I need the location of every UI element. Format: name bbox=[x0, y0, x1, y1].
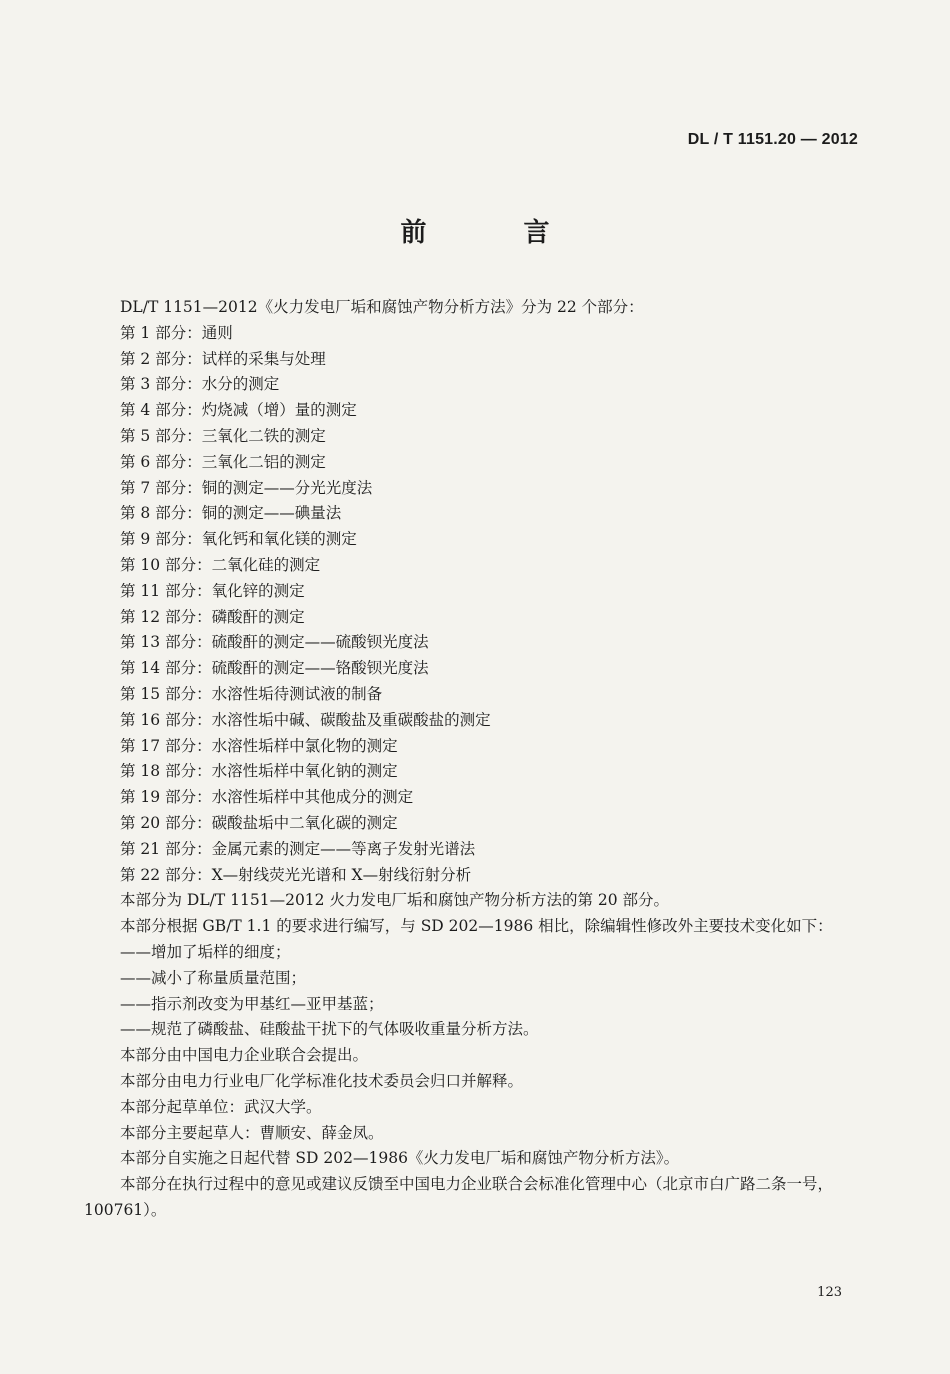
part-item: 第 10 部分：二氧化硅的测定 bbox=[120, 555, 321, 574]
part-item: 第 21 部分：金属元素的测定——等离子发射光谱法 bbox=[120, 839, 476, 858]
part-item: 第 11 部分：氧化锌的测定 bbox=[120, 581, 305, 600]
change-item: ——减小了称量质量范围； bbox=[120, 968, 307, 987]
change-item: ——指示剂改变为甲基红—亚甲基蓝； bbox=[120, 994, 384, 1013]
part-item: 第 22 部分：X—射线荧光光谱和 X—射线衍射分析 bbox=[120, 865, 472, 884]
page-number: 123 bbox=[817, 1285, 842, 1300]
part-item: 第 5 部分：三氧化二铁的测定 bbox=[120, 426, 326, 445]
part-item: 第 18 部分：水溶性垢样中氧化钠的测定 bbox=[120, 762, 398, 781]
part-item: 第 1 部分：通则 bbox=[120, 323, 233, 342]
intro-paragraph: DL/T 1151—2012《火力发电厂垢和腐蚀产物分析方法》分为 22 个部分： bbox=[120, 298, 644, 316]
part-item: 第 4 部分：灼烧减（增）量的测定 bbox=[120, 401, 357, 420]
drafters-paragraph: 本部分主要起草人：曹顺安、薛金凤。 bbox=[120, 1123, 384, 1142]
part-item: 第 14 部分：硫酸酐的测定——铬酸钡光度法 bbox=[120, 659, 429, 678]
part-item: 第 19 部分：水溶性垢样中其他成分的测定 bbox=[120, 788, 414, 807]
part-item: 第 6 部分：三氧化二铝的测定 bbox=[120, 452, 326, 471]
foreword-body bbox=[84, 295, 860, 1224]
replaces-paragraph: 本部分自实施之日起代替 SD 202—1986《火力发电厂垢和腐蚀产物分析方法》。 bbox=[120, 1149, 680, 1168]
proposer-paragraph: 本部分由中国电力企业联合会提出。 bbox=[120, 1046, 369, 1065]
change-item: ——增加了垢样的细度； bbox=[120, 942, 291, 961]
part-item: 第 17 部分：水溶性垢样中氯化物的测定 bbox=[120, 736, 398, 755]
part-item: 第 13 部分：硫酸酐的测定——硫酸钡光度法 bbox=[120, 633, 429, 652]
part-item: 第 3 部分：水分的测定 bbox=[120, 375, 280, 394]
part-item: 第 8 部分：铜的测定——碘量法 bbox=[120, 504, 342, 523]
part-item: 第 12 部分：磷酸酐的测定 bbox=[120, 607, 305, 626]
feedback-paragraph: 本部分在执行过程中的意见或建议反馈至中国电力企业联合会标准化管理中心（北京市白广路二条一号，100761）。 bbox=[84, 1175, 834, 1219]
centralized-paragraph: 本部分由电力行业电厂化学标准化技术委员会归口并解释。 bbox=[120, 1071, 524, 1090]
part-item: 第 20 部分：碳酸盐垢中二氧化碳的测定 bbox=[120, 813, 398, 832]
statement-paragraph: 本部分为 DL/T 1151—2012 火力发电厂垢和腐蚀产物分析方法的第 20 部分。 bbox=[120, 891, 670, 910]
drafting-unit-paragraph: 本部分起草单位：武汉大学。 bbox=[120, 1097, 322, 1116]
part-item: 第 16 部分：水溶性垢中碱、碳酸盐及重碳酸盐的测定 bbox=[120, 710, 491, 729]
part-item: 第 2 部分：试样的采集与处理 bbox=[120, 349, 326, 368]
part-item: 第 7 部分：铜的测定——分光光度法 bbox=[120, 478, 373, 497]
part-item: 第 15 部分：水溶性垢待测试液的制备 bbox=[120, 684, 383, 703]
part-item: 第 9 部分：氧化钙和氧化镁的测定 bbox=[120, 530, 357, 549]
page-title: 前 言 bbox=[400, 218, 594, 248]
changes-intro-paragraph: 本部分根据 GB/T 1.1 的要求进行编写，与 SD 202—1986 相比，除编辑性修改外主要技术变化如下： bbox=[120, 917, 833, 936]
change-item: ——规范了磷酸盐、硅酸盐干扰下的气体吸收重量分析方法。 bbox=[120, 1020, 539, 1039]
document-code: DL / T 1151.20 — 2012 bbox=[687, 131, 858, 148]
